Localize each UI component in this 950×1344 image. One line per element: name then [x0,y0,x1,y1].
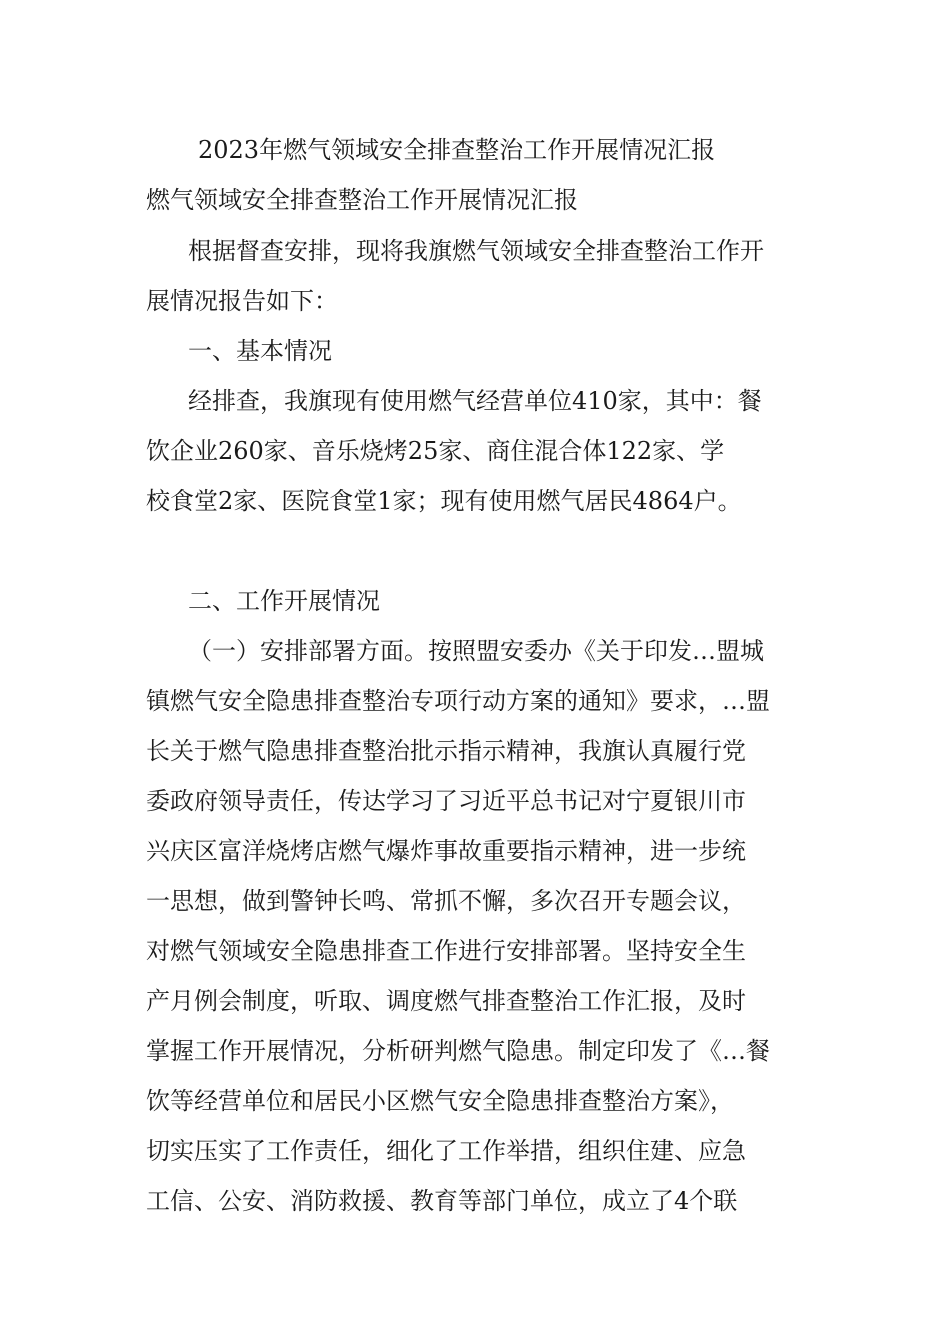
paragraph-line: 经排查，我旗现有使用燃气经营单位410家，其中：餐 [188,387,762,415]
paragraph-line: 镇燃气安全隐患排查整治专项行动方案的通知》要求，…盟 [146,687,770,715]
paragraph-line: 兴庆区富洋烧烤店燃气爆炸事故重要指示精神，进一步统 [146,837,746,865]
paragraph-line: 委政府领导责任，传达学习了习近平总书记对宁夏银川市 [146,787,746,815]
intro-line: 展情况报告如下： [146,287,338,315]
paragraph-line: 切实压实了工作责任，细化了工作举措，组织住建、应急 [146,1137,746,1165]
paragraph-line: 一思想，做到警钟长鸣、常抓不懈，多次召开专题会议， [146,887,746,915]
section-heading-progress: 二、工作开展情况 [188,587,380,615]
section-heading-basic: 一、基本情况 [188,337,332,365]
paragraph-line: 长关于燃气隐患排查整治批示指示精神，我旗认真履行党 [146,737,746,765]
paragraph-line: 工信、公安、消防救援、教育等部门单位，成立了4个联 [146,1187,738,1215]
paragraph-line: 产月例会制度，听取、调度燃气排查整治工作汇报，及时 [146,987,746,1015]
document-subtitle: 燃气领域安全排查整治工作开展情况汇报 [146,186,578,214]
intro-line: 根据督查安排，现将我旗燃气领域安全排查整治工作开 [188,237,764,265]
paragraph-line: 校食堂2家、医院食堂1家；现有使用燃气居民4864户。 [146,487,742,515]
paragraph-line: 对燃气领域安全隐患排查工作进行安排部署。坚持安全生 [146,937,746,965]
paragraph-line: 饮等经营单位和居民小区燃气安全隐患排查整治方案》， [146,1087,734,1115]
document-title: 2023年燃气领域安全排查整治工作开展情况汇报 [198,136,716,164]
paragraph-line: （一）安排部署方面。按照盟安委办《关于印发…盟城 [188,637,764,665]
paragraph-line: 掌握工作开展情况，分析研判燃气隐患。制定印发了《…餐 [146,1037,770,1065]
paragraph-line: 饮企业260家、音乐烧烤25家、商住混合体122家、学 [146,437,725,465]
